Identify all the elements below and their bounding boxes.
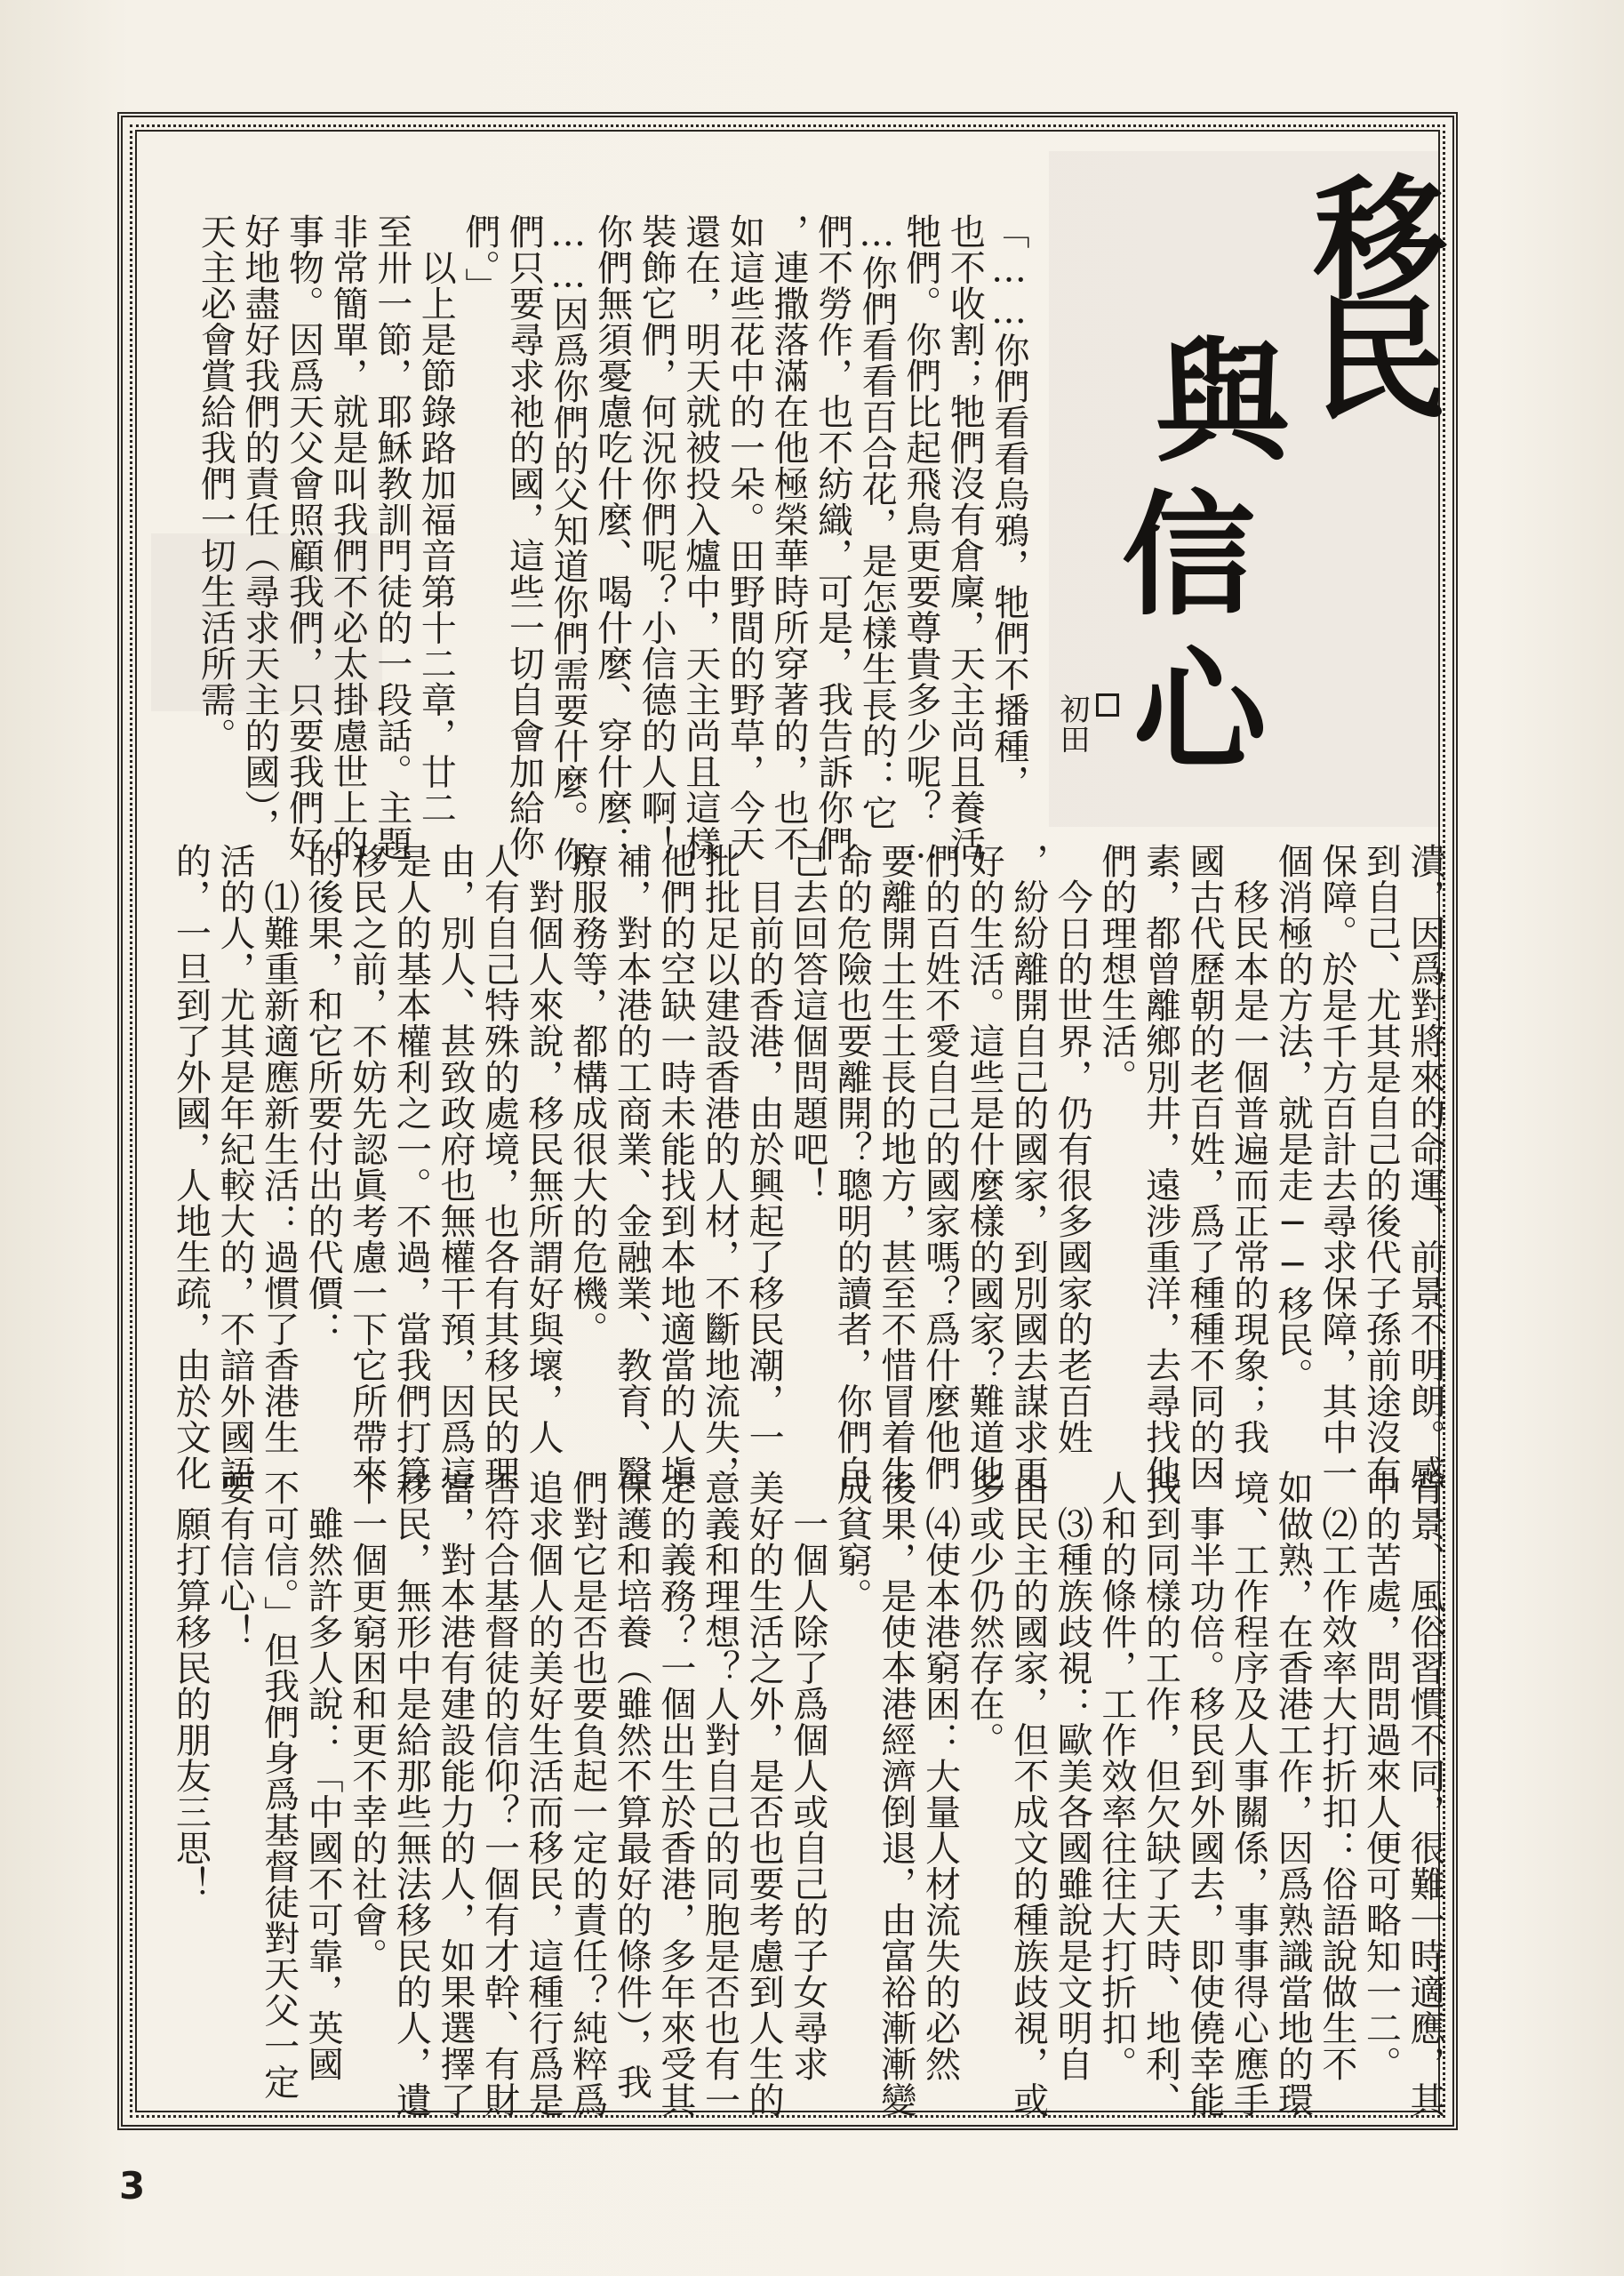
- author-box-icon: [1096, 693, 1119, 717]
- author-byline: [1054, 622, 1161, 754]
- title-char-5: 心: [1133, 633, 1268, 789]
- article-body-top: 「……你們看看烏鴉，牠們不播種， 也不收割；牠們沒有倉廩，天主尚且養活 牠們。你們比起飛鳥更要尊貴多少呢？… …你們看看百合花，是怎樣生長的：它 們不勞作，也不紡織，可是，我告訴你們 ，連撒落滿在他極榮華時所穿著的，也不 如這些花中的一朵。田野間的野草，今天 還在，明天就被投入爐中，天主尚且這樣 裝飾它們，何況你們呢？小信德的人啊！ 你們無須憂慮吃什麼、喝什麼、穿什麼： ……因爲你們的父知道你們需要什麼。你 們只要尋求祂的國，這些一切自會加給你 們。」 以上是節錄路加福音第十二章，廿二 至卅一節，耶穌教訓門徒的一段話。主題 非常簡單，就是叫我們不必太掛慮世上的 事物。因爲天父會照顧我們，只要我們好 好地盡好我們的責任（尋求天主的國）， 天主必會賞給我們一切生活所需。: [195, 213, 1029, 872]
- page-number: 3: [119, 2164, 146, 2208]
- article-body-bottom: 背景、風俗習慣不同，很難一時適應，其 中的苦處，問問過來人便可略知一二。 ⑵工作效率大打折扣：俗語說做生不 如做熟，在香港工作，因爲熟識當地的環 境、工作程序及人事關係，事事得心應手 ，事半功倍。移民到外國去，即使僥幸能 找到同樣的工作，但欠缺了天時、地利、 人和的條件，工作效率往往大打折扣。 ⑶種族歧視：歐美各國雖說是文明自 由民主的國家，但不成文的種族歧視，或 多或少仍然存在。 ⑷使本港窮困：大量人材流失的必然 後果，是使本港經濟倒退，由富裕漸漸變 成貧窮。 一個人除了爲個人或自己的子女尋求 美好的生活之外，是否也要考慮到人生的 意義和理想？人對自己的同胞是否也有一 定的義務？一個出生於香港，多年來受其 保護和培養（雖然不算最好的條件），我 們對它是否也要負起一定的責任？純粹爲 追求個人的美好生活而移民，這種行爲是 否符合基督徒的信仰？一個有才幹、有財 富，對本港有建設能力的人，如果選擇了 移民，無形中是給那些無法移民的人，遺 下一個更窮困和更不幸的社會。 雖然許多人說：「中國不可靠，英國 不可信。」但我們身爲基督徒對天父一定 要有信心！ 願打算移民的朋友三思！: [170, 1470, 1445, 2118]
- title-char-1: 移: [1314, 162, 1448, 318]
- title-char-4: 信: [1122, 477, 1256, 634]
- title-char-3: 與: [1156, 325, 1290, 481]
- title-char-2: 民: [1314, 282, 1448, 438]
- article-body-middle: 潰，因爲對將來的命運、前景不明朗。感 到自己、尤其是自己的後代子孫前途沒有 保障。於是千方百計去尋求保障，其中一 個消極的方法，就是走──移民。 移民本是一個普遍而正常的現象；我 國古代歷朝的老百姓，爲了種種不同的因 素，都曾離鄉別井，遠涉重洋，去尋找他 們的理想生活。 今日的世界，仍有很多國家的老百姓 ，紛紛離開自己的國家，到別國去謀求更 好的生活。這些是什麼樣的國家？難道他 們的百姓不愛自己的國家嗎？爲什麼他們 要離開土生土長的地方，甚至不惜冒着生 命的危險也要離開？聰明的讀者，你們自 己去回答這個問題吧！ 目前的香港，由於興起了移民潮，一 批批足以建設香港的人材，不斷地流失， 他們的空缺一時未能找到本地適當的人塡 補，對本港的工商業、金融業、教育、醫 療服務等，都構成很大的危機。 對個人來說，移民無所謂好與壞，人 人有自己特殊的處境，也各有其移民的理 由，別人、甚致政府也無權干預，因爲這 是人的基本權利之一。不過，當我們打算 移民之前，不妨先認眞考慮一下它所帶來 的後果，和它所要付出的代價： ⑴難重新適應新生活：過慣了香港生 活的人，尤其是年紀較大的，不諳外國語 的，一旦到了外國，人地生疏，由於文化: [170, 843, 1445, 1491]
- author-name: 初田: [1054, 693, 1090, 754]
